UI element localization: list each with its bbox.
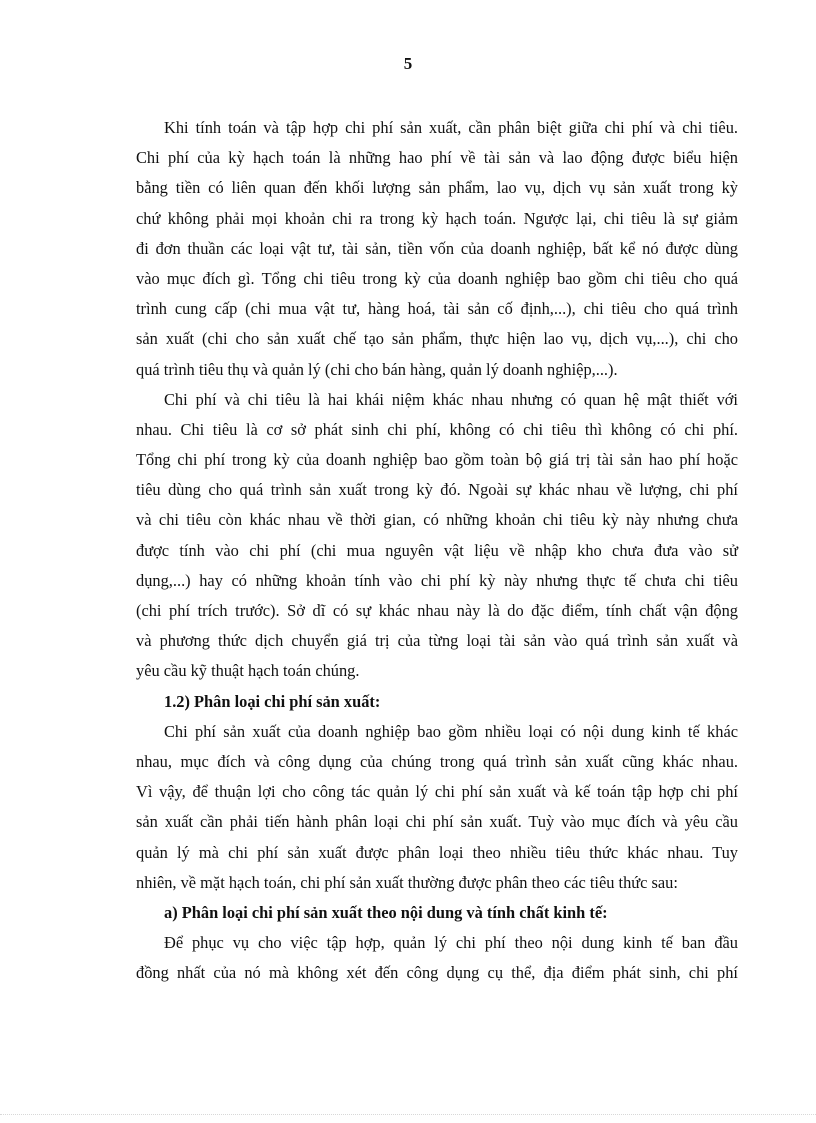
text-line: nhau, mục đích và công dụng của chúng trong quá trình sản xuất cũng khác nhau. bbox=[136, 751, 738, 771]
text-line: quá trình tiêu thụ và quản lý (chi cho bán hàng, quản lý doanh nghiệp,...). bbox=[136, 359, 618, 379]
page-bottom-divider bbox=[0, 1114, 816, 1115]
text-line: nhiên, về mặt hạch toán, chi phí sản xuất thường được phân theo các tiêu thức sau: bbox=[136, 872, 678, 892]
text-line: đồng nhất của nó mà không xét đến công dụng cụ thể, địa điểm phát sinh, chi phí bbox=[136, 963, 738, 983]
text-line: Để phục vụ cho việc tập hợp, quản lý chi phí theo nội dung kinh tế ban đầu bbox=[164, 933, 738, 953]
text-line: trình cung cấp (chi mua vật tư, hàng hoá, tài sản cố định,...), chi tiêu cho quá trình bbox=[136, 299, 738, 319]
text-line: được tính vào chi phí (chi mua nguyên vật liệu về nhập kho chưa đưa vào sử bbox=[136, 540, 738, 560]
text-line: dụng,...) hay có những khoản tính vào chi phí kỳ này nhưng thực tế chưa chi tiêu bbox=[136, 570, 738, 590]
subsection-heading: a) Phân loại chi phí sản xuất theo nội dung và tính chất kinh tế: bbox=[164, 902, 608, 922]
document-body bbox=[136, 113, 738, 988]
text-line: Chi phí sản xuất của doanh nghiệp bao gồm nhiều loại có nội dung kinh tế khác bbox=[164, 721, 738, 741]
text-line: chứ không phải mọi khoản chi ra trong kỳ hạch toán. Ngược lại, chi tiêu là sự giảm bbox=[136, 208, 738, 228]
text-line: quản lý mà chi phí sản xuất được phân loại theo nhiều tiêu thức khác nhau. Tuy bbox=[136, 842, 738, 862]
text-line: đi đơn thuần các loại vật tư, tài sản, tiền vốn của doanh nghiệp, bất kể nó được dùng bbox=[136, 238, 738, 258]
text-line: yêu cầu kỹ thuật hạch toán chúng. bbox=[136, 661, 360, 681]
text-line: (chi phí trích trước). Sở dĩ có sự khác nhau này là do đặc điểm, tính chất vận động bbox=[136, 601, 738, 620]
text-line: sản xuất (chi cho sản xuất chế tạo sản phẩm, thực hiện lao vụ, dịch vụ,...), chi cho bbox=[136, 329, 738, 349]
text-line: Vì vậy, để thuận lợi cho công tác quản lý chi phí sản xuất và kế toán tập hợp chi phí bbox=[136, 782, 738, 802]
section-heading: 1.2) Phân loại chi phí sản xuất: bbox=[164, 691, 381, 711]
text-line: sản xuất cần phải tiến hành phân loại chi phí sản xuất. Tuỳ vào mục đích và yêu cầu bbox=[136, 812, 738, 832]
text-line: Chi phí của kỳ hạch toán là những hao phí về tài sản và lao động được biểu hiện bbox=[136, 148, 738, 168]
text-line: bằng tiền có liên quan đến khối lượng sản phẩm, lao vụ, dịch vụ sản xuất trong kỳ bbox=[136, 178, 738, 198]
text-line: Khi tính toán và tập hợp chi phí sản xuất, cần phân biệt giữa chi phí và chi tiêu. bbox=[164, 118, 738, 137]
text-line: và chi tiêu còn khác nhau về thời gian, có những khoản chi tiêu kỳ này nhưng chưa bbox=[136, 510, 738, 530]
text-line: vào mục đích gì. Tổng chi tiêu trong kỳ của doanh nghiệp bao gồm chi tiêu cho quá bbox=[136, 268, 738, 288]
text-line: Tổng chi phí trong kỳ của doanh nghiệp bao gồm toàn bộ giá trị tài sản hao phí hoặc bbox=[136, 450, 738, 470]
text-line: và phương thức dịch chuyển giá trị của từng loại tài sản vào quá trình sản xuất và bbox=[136, 631, 738, 651]
text-line: Chi phí và chi tiêu là hai khái niệm khác nhau nhưng có quan hệ mật thiết với bbox=[164, 389, 738, 409]
text-line: nhau. Chi tiêu là cơ sở phát sinh chi phí, không có chi tiêu thì không có chi phí. bbox=[136, 419, 738, 439]
text-line: tiêu dùng cho quá trình sản xuất trong kỳ đó. Ngoài sự khác nhau về lượng, chi phí bbox=[136, 480, 738, 500]
page-number: 5 bbox=[403, 54, 413, 73]
